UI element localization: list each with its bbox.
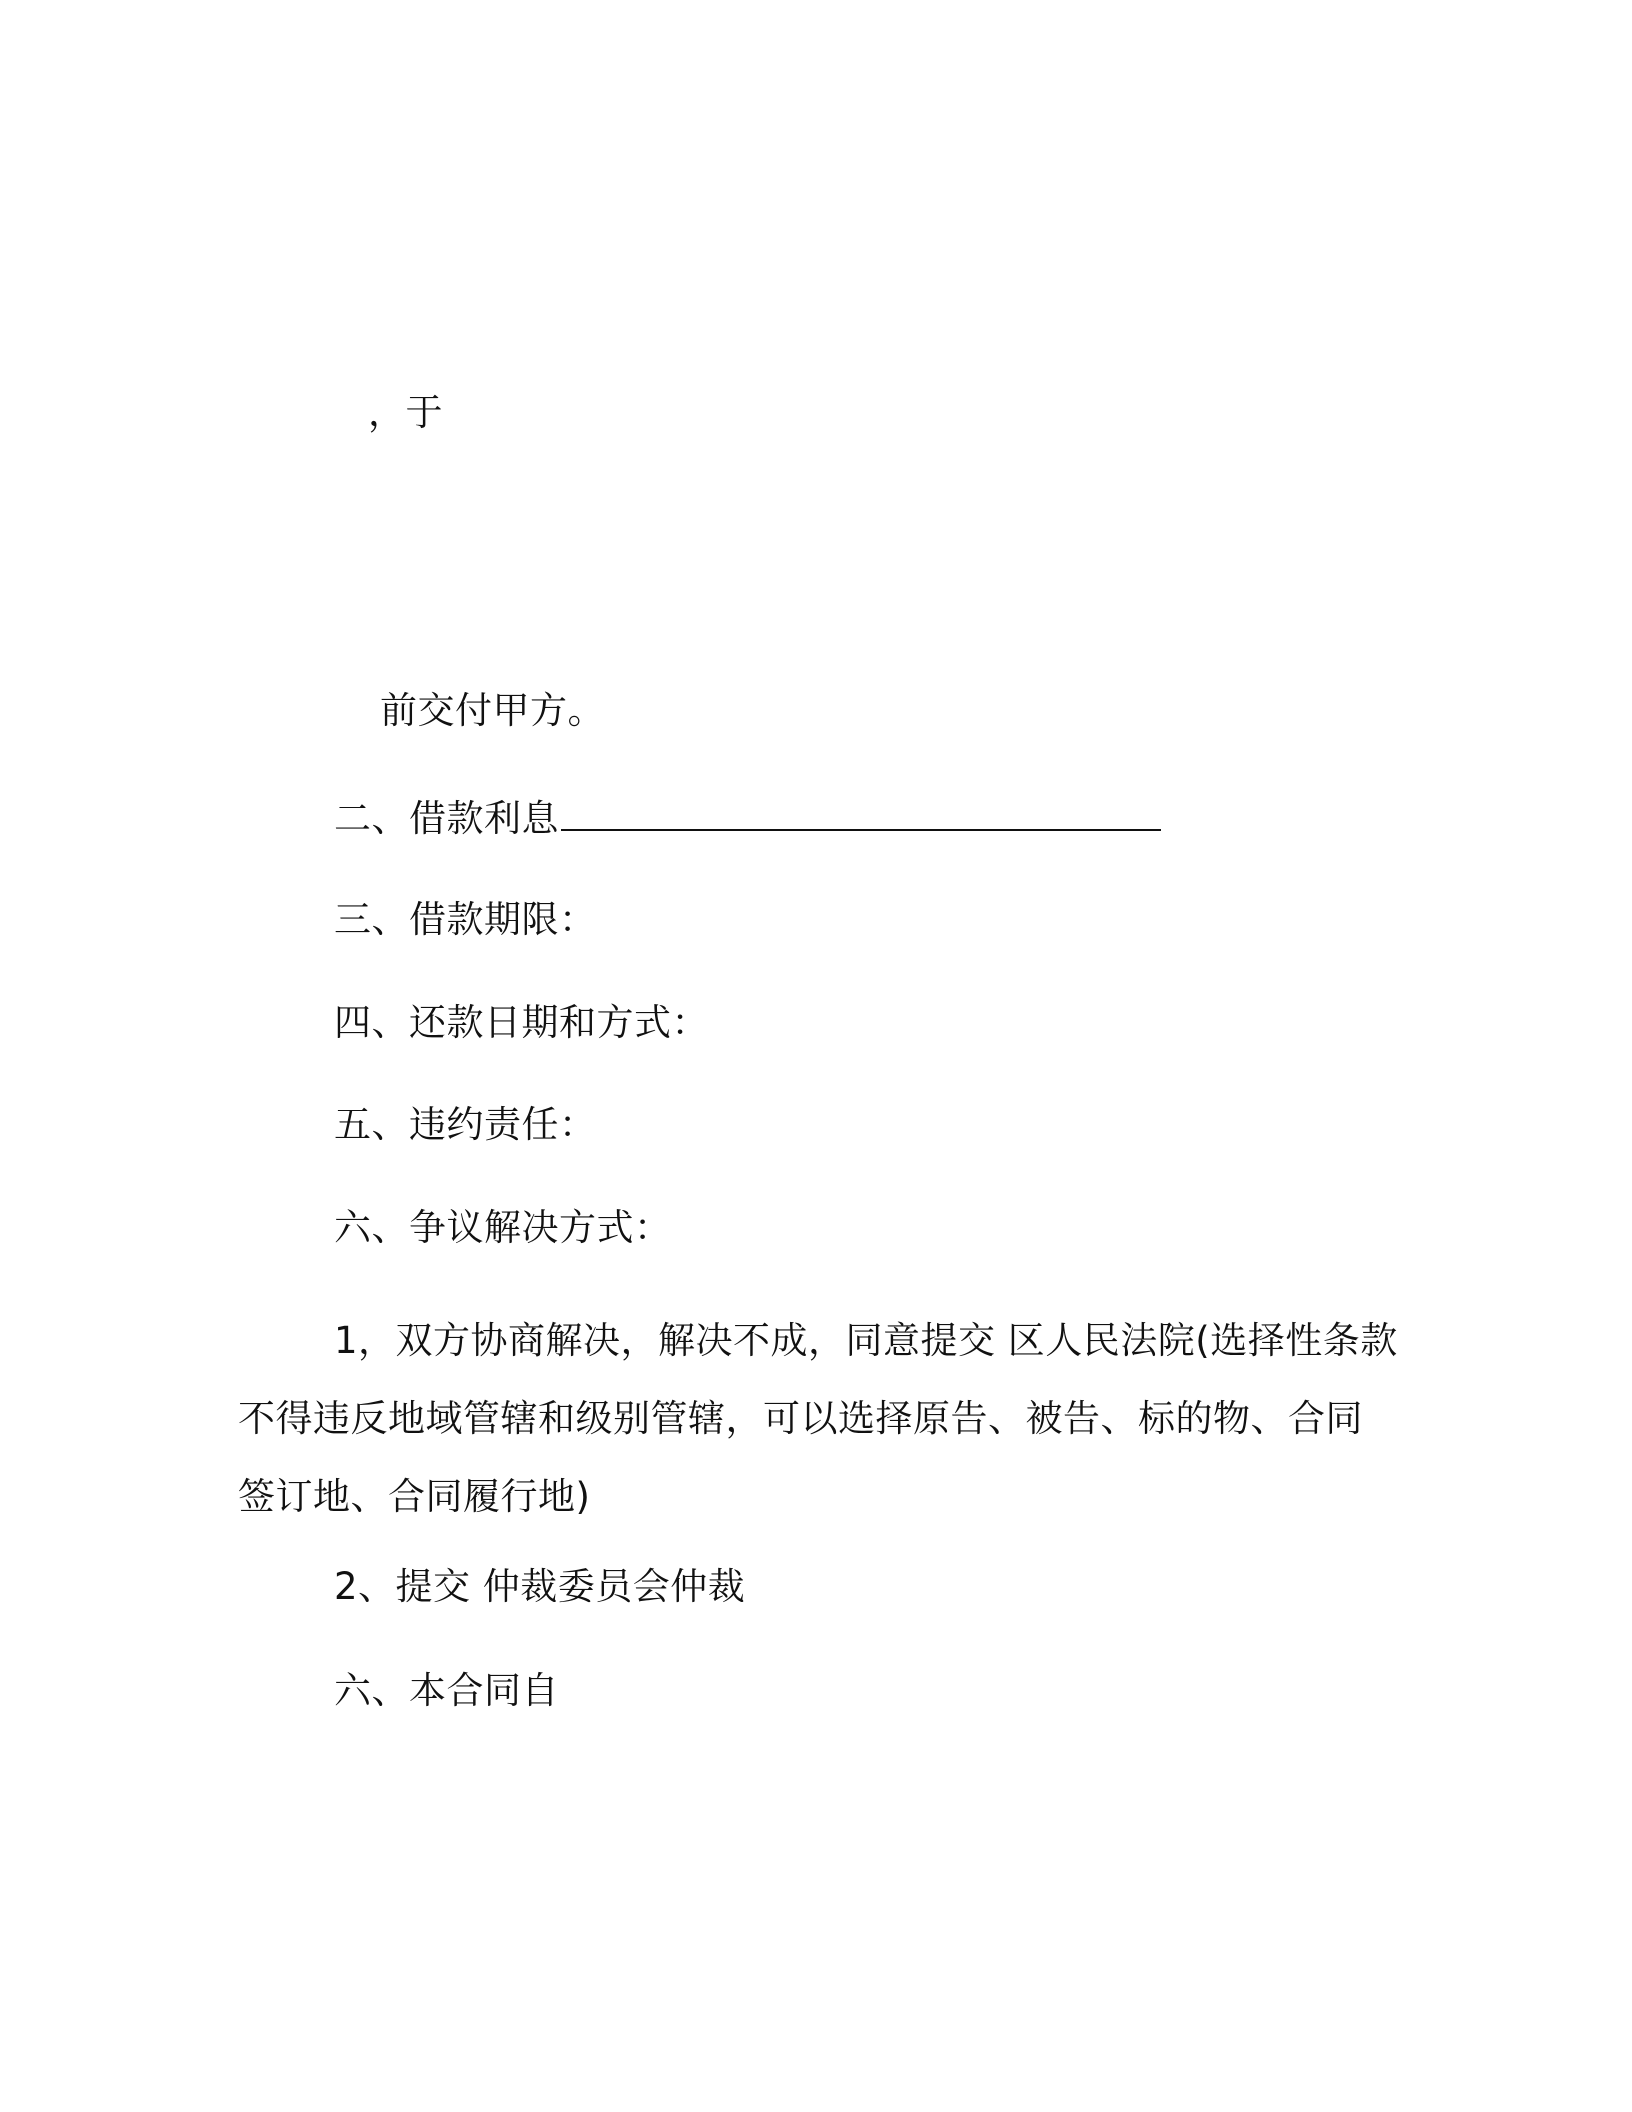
clause-effective: 六、本合同自 (334, 1669, 559, 1712)
dispute-option-court: 1，双方协商解决，解决不成，同意提交 区人民法院(选择性条款不得违反地域管辖和级别管辖，可以选择原告、被告、标的物、合同签订地、合同履行地) (238, 1319, 1398, 1518)
clause-interest (334, 796, 1161, 842)
clause-repayment: 四、还款日期和方式： (334, 1001, 709, 1044)
clause-dispute: 六、争议解决方式： (334, 1206, 672, 1249)
text-fragment-deliver: 前交付甲方。 (380, 689, 605, 732)
clause-interest-label: 二、借款利息 (334, 797, 559, 840)
text-fragment-yu: ，于 (368, 391, 443, 434)
clause-term: 三、借款期限： (334, 898, 597, 941)
blank-fill-line (561, 801, 1161, 831)
dispute-option-arbitration: 2、提交 仲裁委员会仲裁 (334, 1565, 746, 1608)
clause-liability: 五、违约责任： (334, 1103, 597, 1146)
